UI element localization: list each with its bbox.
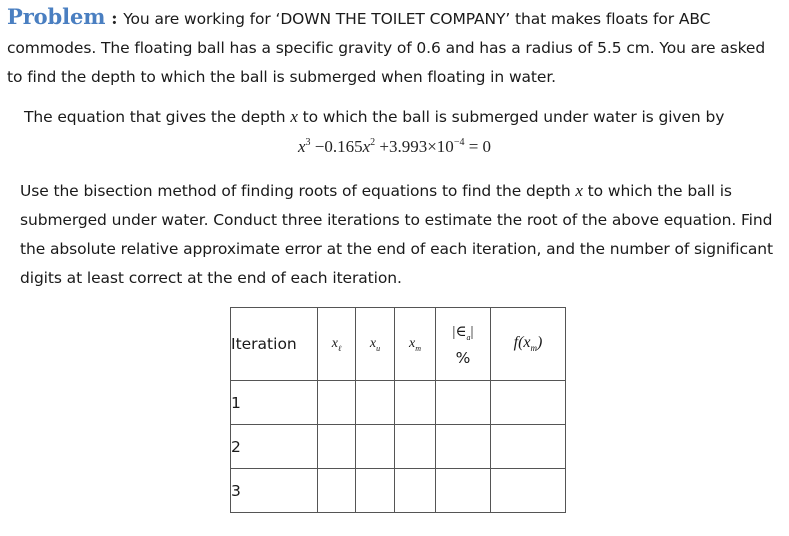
error-symbol: $|\in_a|$ (452, 323, 474, 342)
cell-f-xm (491, 381, 566, 425)
cell-x-lower (318, 469, 356, 513)
depth-variable: x (290, 107, 298, 126)
table-header-row (231, 308, 566, 381)
problem-statement (7, 2, 782, 92)
header-x-mid: $x_m$ (395, 308, 436, 381)
header-f-xm: $f(x_m)$ (491, 308, 566, 381)
equation-intro (24, 102, 784, 132)
cell-x-upper (356, 381, 395, 425)
cell-x-lower (318, 425, 356, 469)
cubic-equation (0, 131, 789, 159)
instructions-paragraph (20, 176, 785, 293)
cell-f-xm (491, 469, 566, 513)
problem-text: You are working for ‘DOWN THE TOILET COMPANY’ that makes floats for ABC commodes. The floating ball has a specific gravity of 0.6 and has a radius of 5.5 cm. You are asked to find the depth to which the ball is submerged when floating in water. (7, 10, 766, 86)
row-iteration-number: 1 (231, 381, 318, 425)
problem-colon: : (105, 9, 124, 29)
equation-x1: x (297, 137, 306, 156)
iteration-table (230, 307, 566, 513)
instructions-after: to which the ball is submerged under water. Conduct three iterations to estimate the root of the above equation. Find the absolute relative approximate error at the end of each iteration, and the number of significant digits at least correct at the end of each iteration. (20, 182, 773, 287)
cell-x-mid (395, 469, 436, 513)
table-row (231, 425, 566, 469)
cell-x-lower (318, 381, 356, 425)
equation-equals: = 0 (464, 137, 492, 156)
cell-x-upper (356, 469, 395, 513)
cell-x-upper (356, 425, 395, 469)
row-iteration-number: 3 (231, 469, 318, 513)
equation-minus-coef: −0.165 (310, 137, 363, 156)
header-x-upper: $x_u$ (356, 308, 395, 381)
equation-plus-coef: +3.993×10 (375, 137, 454, 156)
equation-exp3: 3 (305, 137, 311, 148)
cell-x-mid (395, 381, 436, 425)
equation-exp2: 2 (370, 137, 376, 148)
cell-x-mid (395, 425, 436, 469)
header-iteration: Iteration (231, 308, 318, 381)
cell-f-xm (491, 425, 566, 469)
equation-x2: x (362, 137, 371, 156)
header-abs-rel-error (436, 308, 491, 381)
instructions-variable: x (575, 181, 583, 200)
equation-intro-before: The equation that gives the depth (24, 108, 291, 126)
cell-error (436, 381, 491, 425)
cell-error (436, 425, 491, 469)
header-x-lower: $x_\ell$ (318, 308, 356, 381)
table-row (231, 469, 566, 513)
instructions-before: Use the bisection method of finding roots of equations to find the depth (20, 182, 576, 200)
cell-error (436, 469, 491, 513)
table-row (231, 381, 566, 425)
problem-label: Problem (7, 4, 106, 29)
error-percent: % (455, 348, 471, 367)
row-iteration-number: 2 (231, 425, 318, 469)
equation-exp-neg4: −4 (453, 137, 465, 148)
equation-intro-after: to which the ball is submerged under water is given by (297, 108, 725, 126)
